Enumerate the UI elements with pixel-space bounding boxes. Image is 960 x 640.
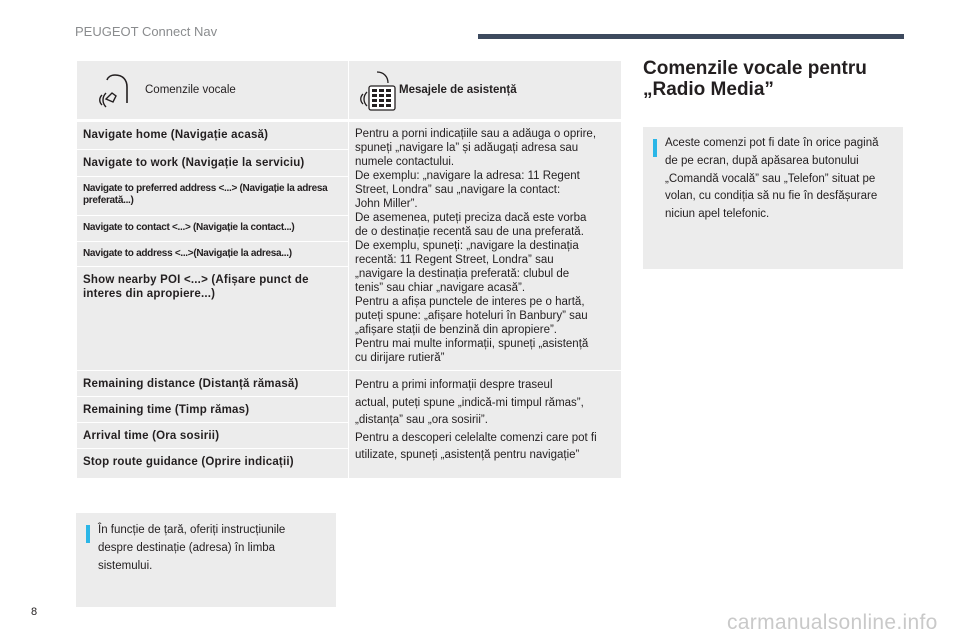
section-heading: Comenzile vocale pentru „Radio Media” (643, 58, 867, 101)
info-note-right (643, 127, 903, 269)
command-cell: Remaining time (Timp rămas) (77, 397, 349, 423)
description-cell (349, 121, 622, 371)
header-title: PEUGEOT Connect Nav (75, 24, 218, 39)
command-cell: Navigate to contact <...> (Navigație la contact...) (77, 215, 349, 241)
info-note-text: În funcție de țară, oferiți instrucțiunile despre destinație (adresa) în limba sistemului. (98, 524, 286, 572)
command-cell: Arrival time (Ora sosirii) (77, 423, 349, 449)
command-cell: Stop route guidance (Oprire indicații) (77, 449, 349, 479)
page-number: 8 (31, 606, 38, 618)
info-bar-icon (86, 525, 90, 543)
header-cell-commands (77, 61, 349, 121)
table-row (77, 121, 622, 150)
voice-keypad-icon (351, 68, 397, 112)
info-note-left (76, 513, 336, 607)
description-text: Pentru a porni indicațiile sau a adăuga o oprire, spuneți „navigare la” și adăugați adresa sau numele contactului. De exemplu: „navigare la adresa: 11 Regent Street, Londra” sau „navigare la contact: John Miller”. De asemenea, puteți preciza dacă este vorba de o destinație recentă sau de una preferată. De exemplu, spuneți: „navigare la destinația recentă: 11 Regent Street, Londra” sau „navigare la destinația preferată: clubul de tenis” sau chiar „navigare acasă”. Pentru a afișa punctele de interes pe o hartă, puteți spune: „afișare hoteluri în Banbury” sau „afișare stații de benzină din apropiere”. Pentru mai multe informații, spuneți „asistență cu dirijare rutieră” (355, 128, 597, 365)
col2-header-label: Mesajele de asistență (399, 83, 517, 96)
table-header-row (77, 61, 622, 121)
header-cell-assistance (349, 61, 622, 121)
command-cell: Navigate to work (Navigație la serviciu) (77, 149, 349, 177)
watermark: carmanualsonline.info (727, 611, 938, 634)
description-cell (349, 371, 622, 479)
info-note-text: Aceste comenzi pot fi date în orice pagină de pe ecran, după apăsarea butonului „Comandă vocală” sau „Telefon” situat pe volan, cu condiția să nu fie în desfășurare niciun apel telefonic. (665, 137, 879, 221)
command-cell: Navigate to address <...>(Navigație la adresa...) (77, 241, 349, 267)
voice-command-icon (85, 69, 145, 111)
info-bar-icon (653, 139, 657, 157)
command-cell: Navigate home (Navigație acasă) (77, 121, 349, 150)
col1-header-label: Comenzile vocale (145, 83, 236, 96)
command-cell: Show nearby POI <...> (Afișare punct de interes din apropiere...) (77, 267, 349, 371)
command-cell: Navigate to preferred address <...> (Navigație la adresa preferată...) (77, 177, 349, 216)
description-text: Pentru a primi informații despre traseul actual, puteți spune „indică-mi timpul rămas”, „distanța” sau „ora sosirii”. Pentru a descoperi celelalte comenzi care pot fi utilizate, spuneți „asistență pentru navigație” (355, 379, 597, 462)
command-cell: Remaining distance (Distanță rămasă) (77, 371, 349, 397)
table-row (77, 371, 622, 397)
header-bar (478, 34, 904, 39)
voice-commands-table (76, 60, 622, 479)
